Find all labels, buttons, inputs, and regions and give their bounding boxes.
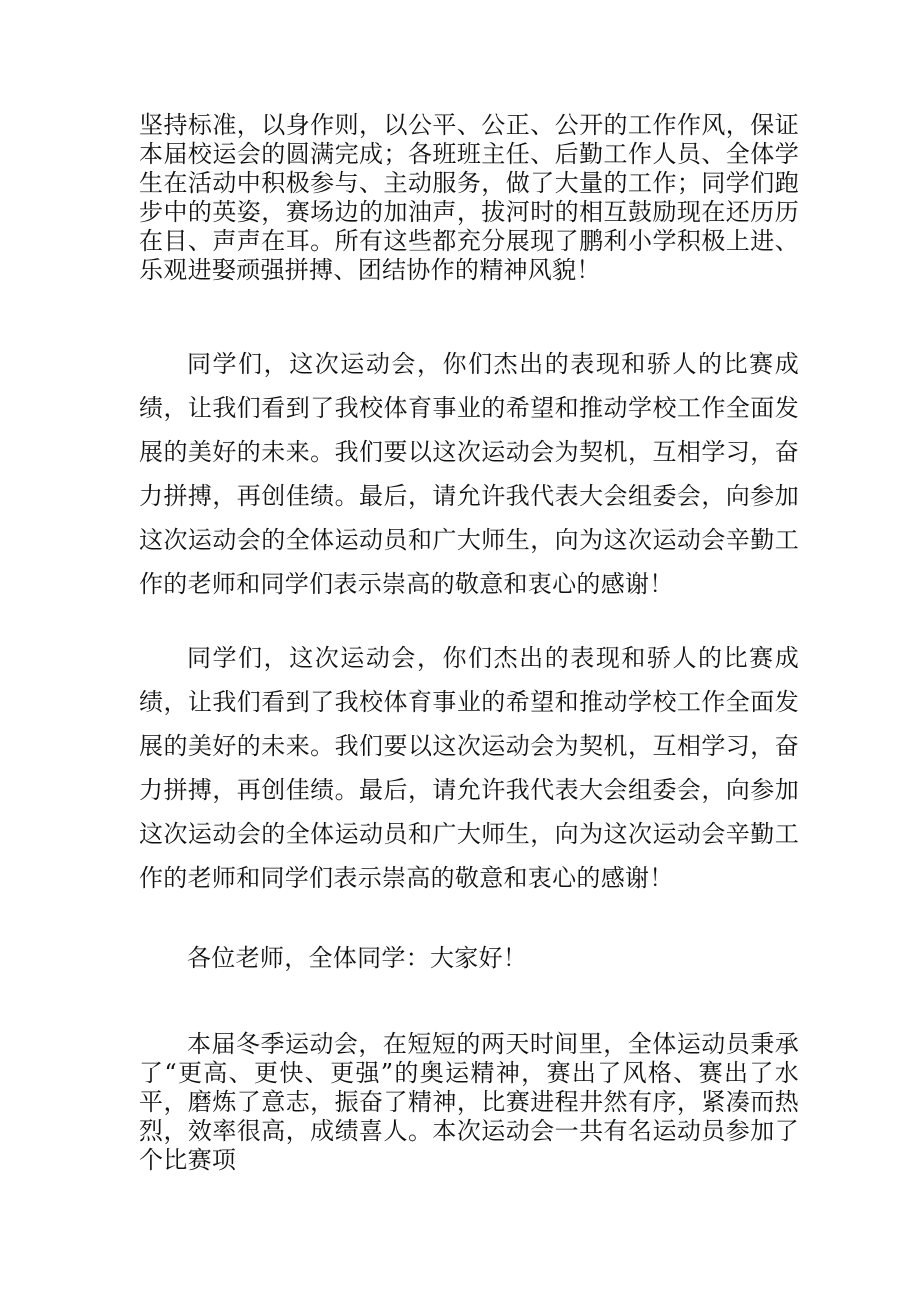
paragraph-closing-praise: 坚持标准，以身作则，以公平、公正、公开的工作作风，保证本届校运会的圆满完成；各班班主任、后勤工作人员、全体学生在活动中积极参与、主动服务，做了大量的工作；同学们跑步中的英姿，赛场边的加油声，拔河时的相互鼓励现在还历历在目、声声在耳。所有这些都充分展现了鹏利小学积极上进、乐观进娶顽强拼搏、团结协作的精神风貌！	[139, 111, 799, 284]
paragraph-meet-summary: 本届冬季运动会，在短短的两天时间里，全体运动员秉承了“更高、更快、更强”的奥运精神，赛出了风格、赛出了水平，磨炼了意志，振奋了精神，比赛进程井然有序，紧凑而热烈，效率很高，成绩喜人。本次运动会一共有名运动员参加了个比赛项	[139, 1030, 799, 1174]
paragraph-thanks-second: 同学们，这次运动会，你们杰出的表现和骄人的比赛成绩，让我们看到了我校体育事业的希望和推动学校工作全面发展的美好的未来。我们要以这次运动会为契机，互相学习，奋力拼搏，再创佳绩。最后，请允许我代表大会组委会，向参加这次运动会的全体运动员和广大师生，向为这次运动会辛勤工作的老师和同学们表示崇高的敬意和衷心的感谢！	[139, 644, 799, 892]
paragraph-thanks-first: 同学们，这次运动会，你们杰出的表现和骄人的比赛成绩，让我们看到了我校体育事业的希望和推动学校工作全面发展的美好的未来。我们要以这次运动会为契机，互相学习，奋力拼搏，再创佳绩。最后，请允许我代表大会组委会，向参加这次运动会的全体运动员和广大师生，向为这次运动会辛勤工作的老师和同学们表示崇高的敬意和衷心的感谢！	[139, 350, 799, 598]
paragraph-greeting: 各位老师，全体同学：大家好！	[187, 944, 528, 972]
